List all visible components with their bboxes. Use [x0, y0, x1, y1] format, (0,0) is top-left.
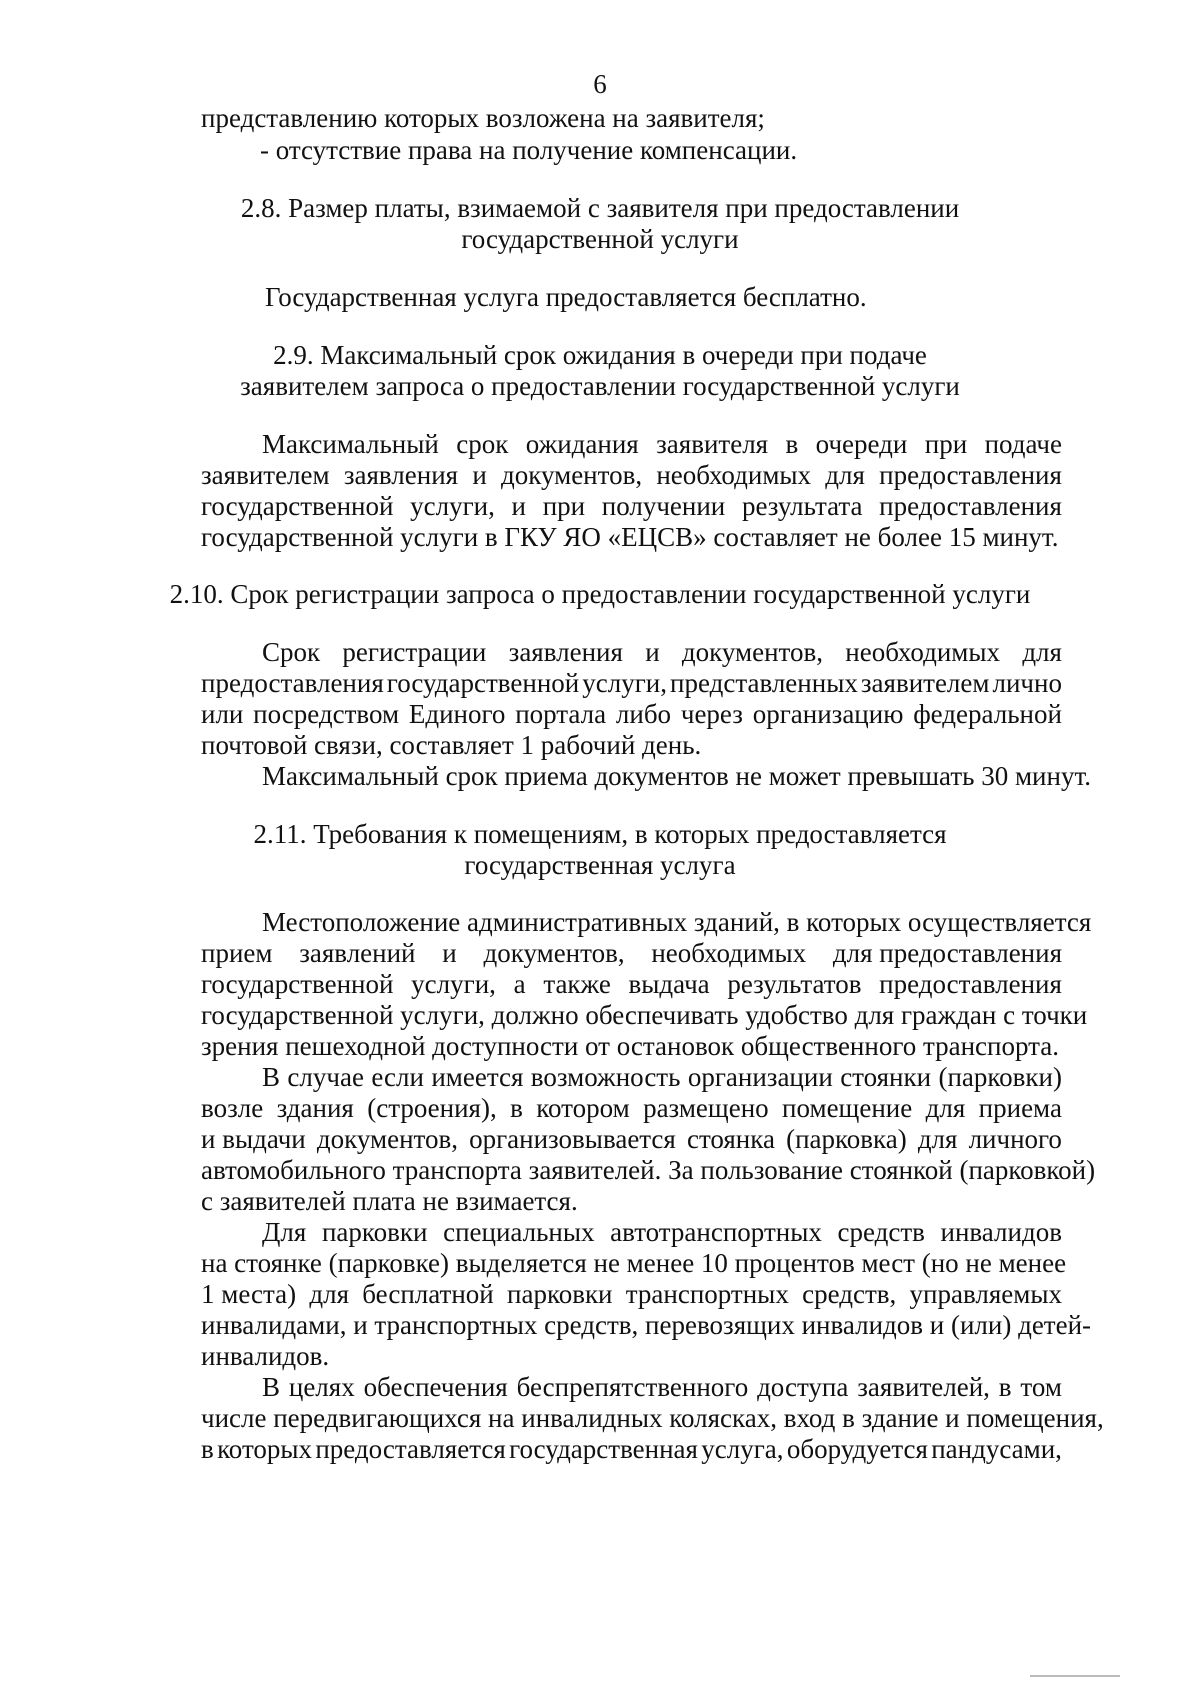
- word: в: [785, 429, 799, 459]
- word: возле: [201, 1093, 264, 1123]
- paragraph-line: государственной услуги, должно обеспечивать удобство для граждан с точки: [201, 1000, 1088, 1030]
- word: либо: [615, 699, 672, 729]
- word: ожидания: [525, 429, 639, 459]
- word: размещено: [643, 1093, 769, 1123]
- word: также: [543, 969, 611, 999]
- word: государственная: [509, 1434, 698, 1464]
- justified-line: [262, 1061, 1062, 1093]
- word: приема: [978, 1093, 1062, 1123]
- word: для: [925, 1093, 966, 1123]
- word: (парковки): [938, 1062, 1062, 1092]
- word: очереди: [815, 429, 908, 459]
- word: и: [511, 491, 526, 521]
- word: заявления: [508, 637, 623, 667]
- word: документов,: [483, 938, 625, 968]
- word: если: [371, 1062, 424, 1092]
- word: через: [680, 699, 743, 729]
- word: оборудуется: [786, 1434, 928, 1464]
- word: Для: [262, 1217, 307, 1247]
- word: срок: [456, 429, 509, 459]
- word: средств,: [802, 1279, 897, 1309]
- word: бесплатной: [362, 1279, 494, 1309]
- paragraph-line: почтовой связи, составляет 1 рабочий день.: [201, 730, 702, 760]
- paragraph-line: с заявителей плата не взимается.: [201, 1186, 578, 1216]
- word: стоянка: [686, 1124, 775, 1154]
- paragraph-line: на стоянке (парковке) выделяется не менее 10 процентов мест (но не менее: [201, 1248, 1067, 1278]
- justified-line: [262, 428, 1062, 460]
- word: доступа: [757, 1372, 849, 1402]
- word: помещение: [782, 1093, 913, 1123]
- scan-artifact: [1030, 1675, 1120, 1677]
- word: организовывается: [469, 1124, 676, 1154]
- word: необходимых: [656, 460, 812, 490]
- paragraph-line: Местоположение административных зданий, в которых осуществляется: [262, 907, 1092, 937]
- section-heading: 2.8. Размер платы, взимаемой с заявителя при предоставлении: [240, 193, 960, 223]
- word: и: [442, 938, 457, 968]
- word: в: [201, 1434, 214, 1464]
- paragraph-line: государственной услуги в ГКУ ЯО «ЕЦСВ» составляет не более 15 минут.: [201, 522, 1059, 552]
- word: парковки: [321, 1217, 428, 1247]
- justified-line: [262, 1216, 1062, 1248]
- word: автотранспортных: [610, 1217, 822, 1247]
- section-heading: 2.9. Максимальный срок ожидания в очереди при подаче: [273, 340, 927, 370]
- word: инвалидов: [940, 1217, 1062, 1247]
- word: парковки: [507, 1279, 613, 1309]
- word: федеральной: [913, 699, 1062, 729]
- word: 1 места): [201, 1279, 297, 1309]
- section-heading: 2.11. Требования к помещениям, в которых предоставляется: [253, 819, 947, 849]
- word: предоставления: [879, 460, 1062, 490]
- word: Единого: [408, 699, 506, 729]
- word: пандусами,: [931, 1434, 1062, 1464]
- paragraph-line: Максимальный срок приема документов не может превышать 30 минут.: [262, 761, 1091, 791]
- word: результатов: [727, 969, 862, 999]
- word: и: [645, 637, 660, 667]
- word: (строения),: [367, 1093, 497, 1123]
- justified-line: [201, 490, 1062, 522]
- word: прием: [201, 938, 273, 968]
- word: представленных: [670, 668, 858, 698]
- word: предоставления: [201, 668, 384, 698]
- word: необходимых: [651, 938, 807, 968]
- word: регистрации: [342, 637, 487, 667]
- word: или: [201, 699, 244, 729]
- justified-line: [201, 1092, 1062, 1124]
- word: для предоставления: [832, 938, 1062, 968]
- word: В: [262, 1372, 281, 1402]
- justified-line: [201, 667, 1062, 699]
- word: заявителей,: [857, 1372, 990, 1402]
- word: организации: [687, 1062, 833, 1092]
- word: получении: [601, 491, 726, 521]
- word: Максимальный: [262, 429, 439, 459]
- word: транспортных: [625, 1279, 789, 1309]
- word: государственной: [386, 668, 580, 698]
- justified-line: [201, 968, 1062, 1000]
- word: услуги,: [410, 491, 495, 521]
- justified-line: [201, 698, 1062, 730]
- word: возможность: [530, 1062, 681, 1092]
- word: и выдачи: [201, 1124, 306, 1154]
- paragraph-line: автомобильного транспорта заявителей. За пользование стоянкой (парковкой): [201, 1155, 1096, 1185]
- word: заявителя: [656, 429, 769, 459]
- word: при: [924, 429, 968, 459]
- word: результата: [741, 491, 863, 521]
- section-heading: государственной услуги: [461, 224, 739, 254]
- word: В: [262, 1062, 281, 1092]
- intro-line: представлению которых возложена на заявителя;: [201, 103, 765, 133]
- word: заявления: [343, 460, 459, 490]
- word: услуги,: [411, 969, 496, 999]
- word: здания: [276, 1093, 354, 1123]
- paragraph-line: инвалидами, и транспортных средств, перевозящих инвалидов и (или) детей-: [201, 1310, 1092, 1340]
- word: предоставления: [879, 969, 1062, 999]
- word: личного: [968, 1124, 1062, 1154]
- justified-line: [262, 636, 1062, 668]
- word: котором: [536, 1093, 630, 1123]
- word: средств: [837, 1217, 925, 1247]
- justified-line: [262, 1371, 1062, 1403]
- word: которых: [217, 1434, 313, 1464]
- word: предоставляется: [315, 1434, 506, 1464]
- paragraph-line: инвалидов.: [201, 1341, 330, 1371]
- justified-line: [201, 937, 1062, 969]
- word: для: [309, 1279, 350, 1309]
- word: предоставления: [879, 491, 1062, 521]
- word: документов,: [316, 1124, 458, 1154]
- word: имеется: [431, 1062, 524, 1092]
- word: заявителем: [860, 668, 990, 698]
- word: обеспечения: [363, 1372, 508, 1402]
- word: для: [825, 460, 865, 490]
- word: целях: [288, 1372, 355, 1402]
- word: заявителем: [201, 460, 330, 490]
- word: а: [513, 969, 526, 999]
- word: посредством: [253, 699, 400, 729]
- justified-line: [201, 1433, 1062, 1465]
- word: беспрепятственного: [516, 1372, 749, 1402]
- word: государственной: [201, 969, 394, 999]
- paragraph-line: Государственная услуга предоставляется бесплатно.: [265, 282, 867, 312]
- word: случае: [287, 1062, 364, 1092]
- word: организацию: [752, 699, 904, 729]
- word: том: [1020, 1372, 1062, 1402]
- word: государственной: [201, 491, 394, 521]
- word: при: [542, 491, 586, 521]
- section-heading: 2.10. Срок регистрации запроса о предоставлении государственной услуги: [169, 579, 1031, 609]
- word: (парковка): [786, 1124, 907, 1154]
- word: Срок: [262, 637, 321, 667]
- word: для: [917, 1124, 958, 1154]
- section-heading: государственная услуга: [464, 850, 736, 880]
- word: лично: [992, 668, 1062, 698]
- word: и: [472, 460, 487, 490]
- word: для: [1022, 637, 1062, 667]
- word: документов,: [501, 460, 643, 490]
- section-heading: заявителем запроса о предоставлении государственной услуги: [240, 371, 960, 401]
- word: выдача: [628, 969, 710, 999]
- intro-line: - отсутствие права на получение компенсации.: [260, 135, 798, 165]
- justified-line: [201, 459, 1062, 491]
- word: документов,: [681, 637, 823, 667]
- word: необходимых: [845, 637, 1001, 667]
- page-number: 6: [593, 69, 607, 99]
- word: услуга,: [701, 1434, 784, 1464]
- justified-line: [201, 1123, 1062, 1155]
- paragraph-line: зрения пешеходной доступности от остановок общественного транспорта.: [201, 1031, 1059, 1061]
- word: управляемых: [909, 1279, 1062, 1309]
- word: специальных: [443, 1217, 595, 1247]
- word: стоянки: [840, 1062, 932, 1092]
- word: подаче: [984, 429, 1062, 459]
- word: в: [998, 1372, 1012, 1402]
- paragraph-line: числе передвигающихся на инвалидных колясках, вход в здание и помещения,: [201, 1403, 1104, 1433]
- word: заявлений: [299, 938, 416, 968]
- word: портала: [515, 699, 607, 729]
- justified-line: [201, 1278, 1062, 1310]
- word: услуги,: [582, 668, 667, 698]
- word: в: [510, 1093, 523, 1123]
